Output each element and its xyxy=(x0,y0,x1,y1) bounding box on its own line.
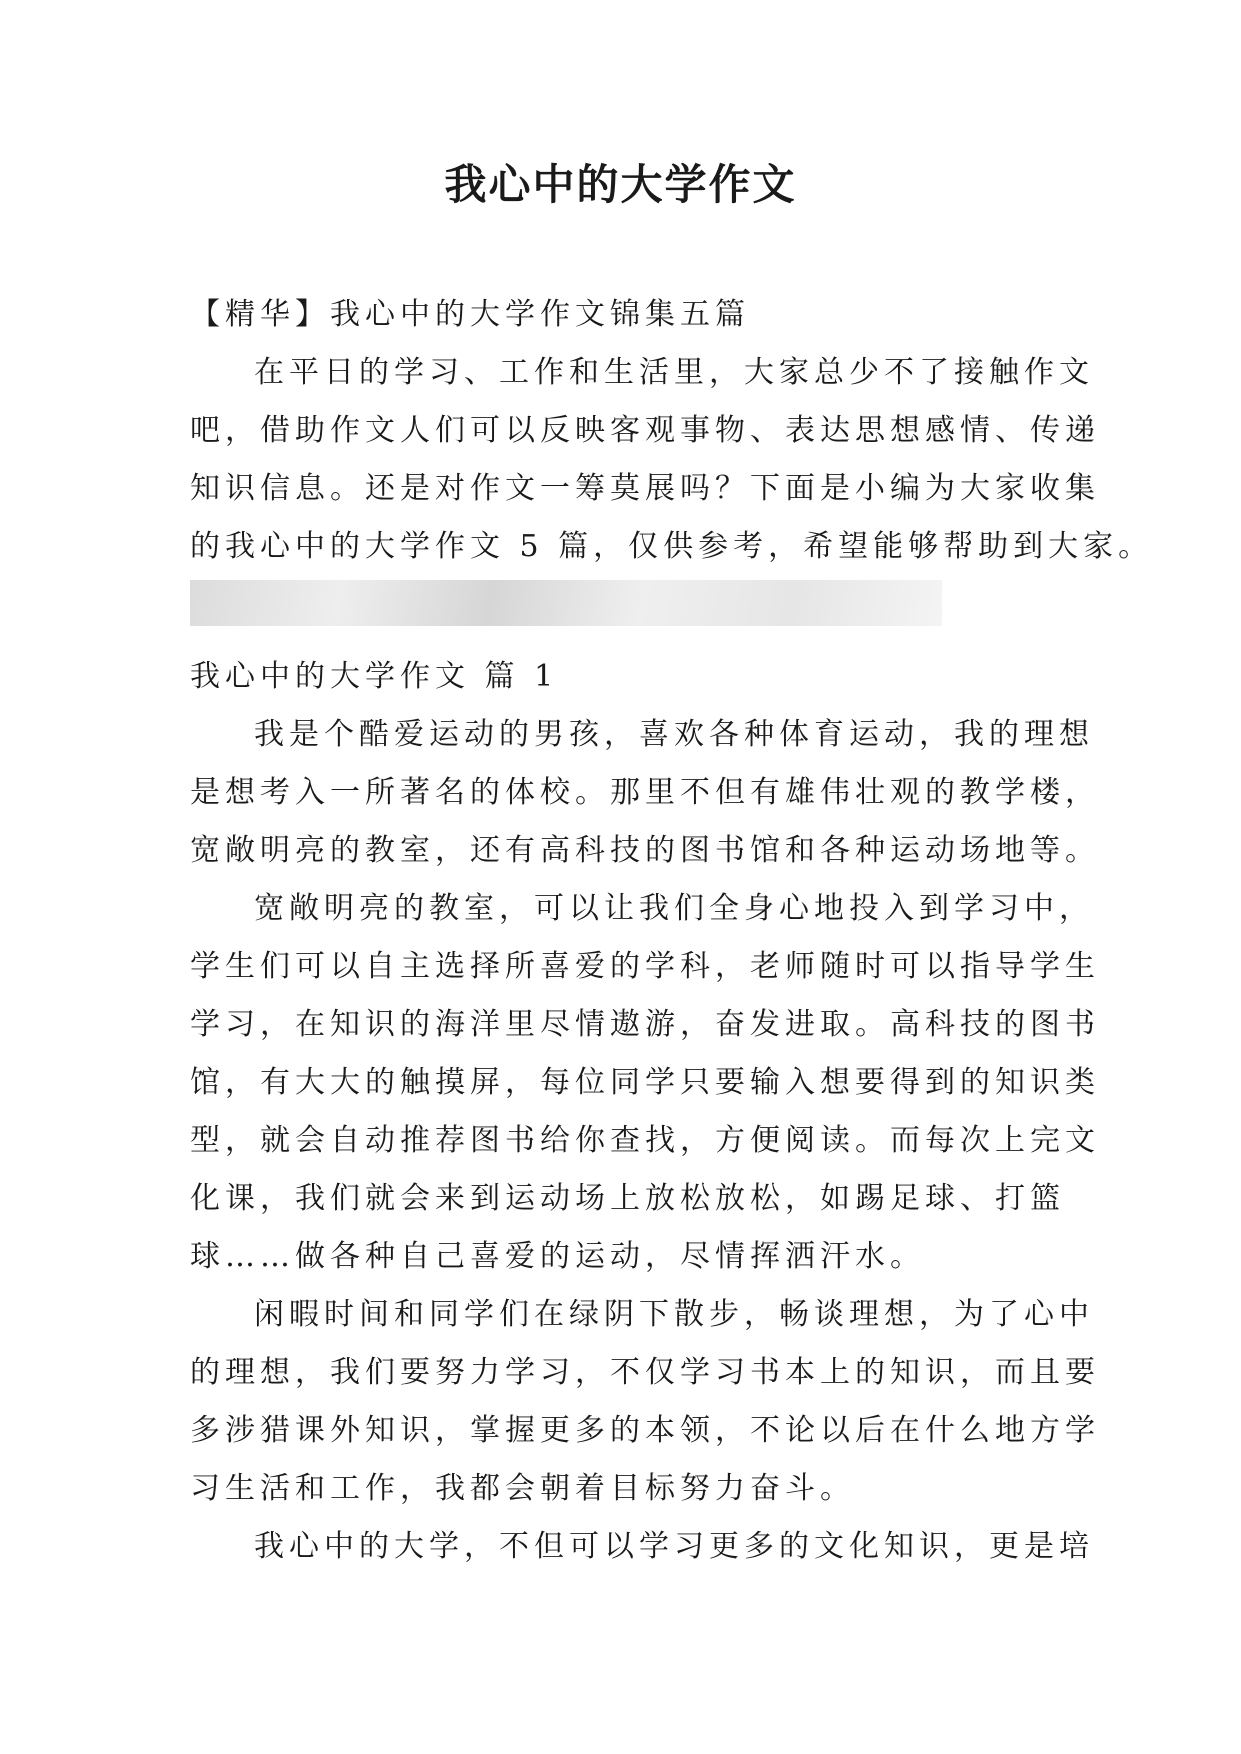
paragraph-2 xyxy=(190,880,1100,1286)
intro-paragraph xyxy=(190,344,1154,576)
paragraph-4 xyxy=(190,1518,1094,1576)
intro-line: 吧，借助作文人们可以反映客观事物、表达思想感情、传递 xyxy=(190,413,1100,448)
paragraph-line: 的理想，我们要努力学习，不仅学习书本上的知识，而且要 xyxy=(190,1355,1100,1390)
paragraph-1 xyxy=(190,706,1100,880)
paragraph-line: 学生们可以自主选择所喜爱的学科，老师随时可以指导学生 xyxy=(190,949,1100,984)
document-body xyxy=(190,286,1154,1576)
paragraph-line: 是想考入一所著名的体校。那里不但有雄伟壮观的教学楼， xyxy=(190,775,1100,810)
paragraph-line: 宽敞明亮的教室，还有高科技的图书馆和各种运动场地等。 xyxy=(190,833,1100,868)
decorative-banner-image xyxy=(190,580,942,626)
paragraph-line: 多涉猎课外知识，掌握更多的本领，不论以后在什么地方学 xyxy=(190,1413,1100,1448)
paragraph-line: 习生活和工作，我都会朝着目标努力奋斗。 xyxy=(190,1471,855,1506)
paragraph-line: 我是个酷爱运动的男孩，喜欢各种体育运动，我的理想 xyxy=(254,717,1094,752)
paragraph-line: 闲暇时间和同学们在绿阴下散步，畅谈理想，为了心中 xyxy=(254,1297,1094,1332)
section-heading: 我心中的大学作文 篇 1 xyxy=(190,659,559,694)
paragraph-line: 我心中的大学，不但可以学习更多的文化知识，更是培 xyxy=(254,1529,1094,1564)
paragraph-line: 馆，有大大的触摸屏，每位同学只要输入想要得到的知识类 xyxy=(190,1065,1100,1100)
paragraph-3 xyxy=(190,1286,1100,1518)
intro-line: 在平日的学习、工作和生活里，大家总少不了接触作文 xyxy=(254,355,1094,390)
paragraph-line: 型，就会自动推荐图书给你查找，方便阅读。而每次上完文 xyxy=(190,1123,1100,1158)
subtitle: 【精华】我心中的大学作文锦集五篇 xyxy=(190,297,750,332)
page-title: 我心中的大学作文 xyxy=(444,160,797,209)
intro-line: 知识信息。还是对作文一筹莫展吗？下面是小编为大家收集 xyxy=(190,471,1100,506)
intro-line: 的我心中的大学作文 5 篇，仅供参考，希望能够帮助到大家。 xyxy=(190,529,1154,564)
paragraph-line: 球……做各种自己喜爱的运动，尽情挥洒汗水。 xyxy=(190,1239,925,1274)
paragraph-line: 学习，在知识的海洋里尽情遨游，奋发进取。高科技的图书 xyxy=(190,1007,1100,1042)
paragraph-line: 化课，我们就会来到运动场上放松放松，如踢足球、打篮 xyxy=(190,1181,1065,1216)
paragraph-line: 宽敞明亮的教室，可以让我们全身心地投入到学习中， xyxy=(254,891,1094,926)
